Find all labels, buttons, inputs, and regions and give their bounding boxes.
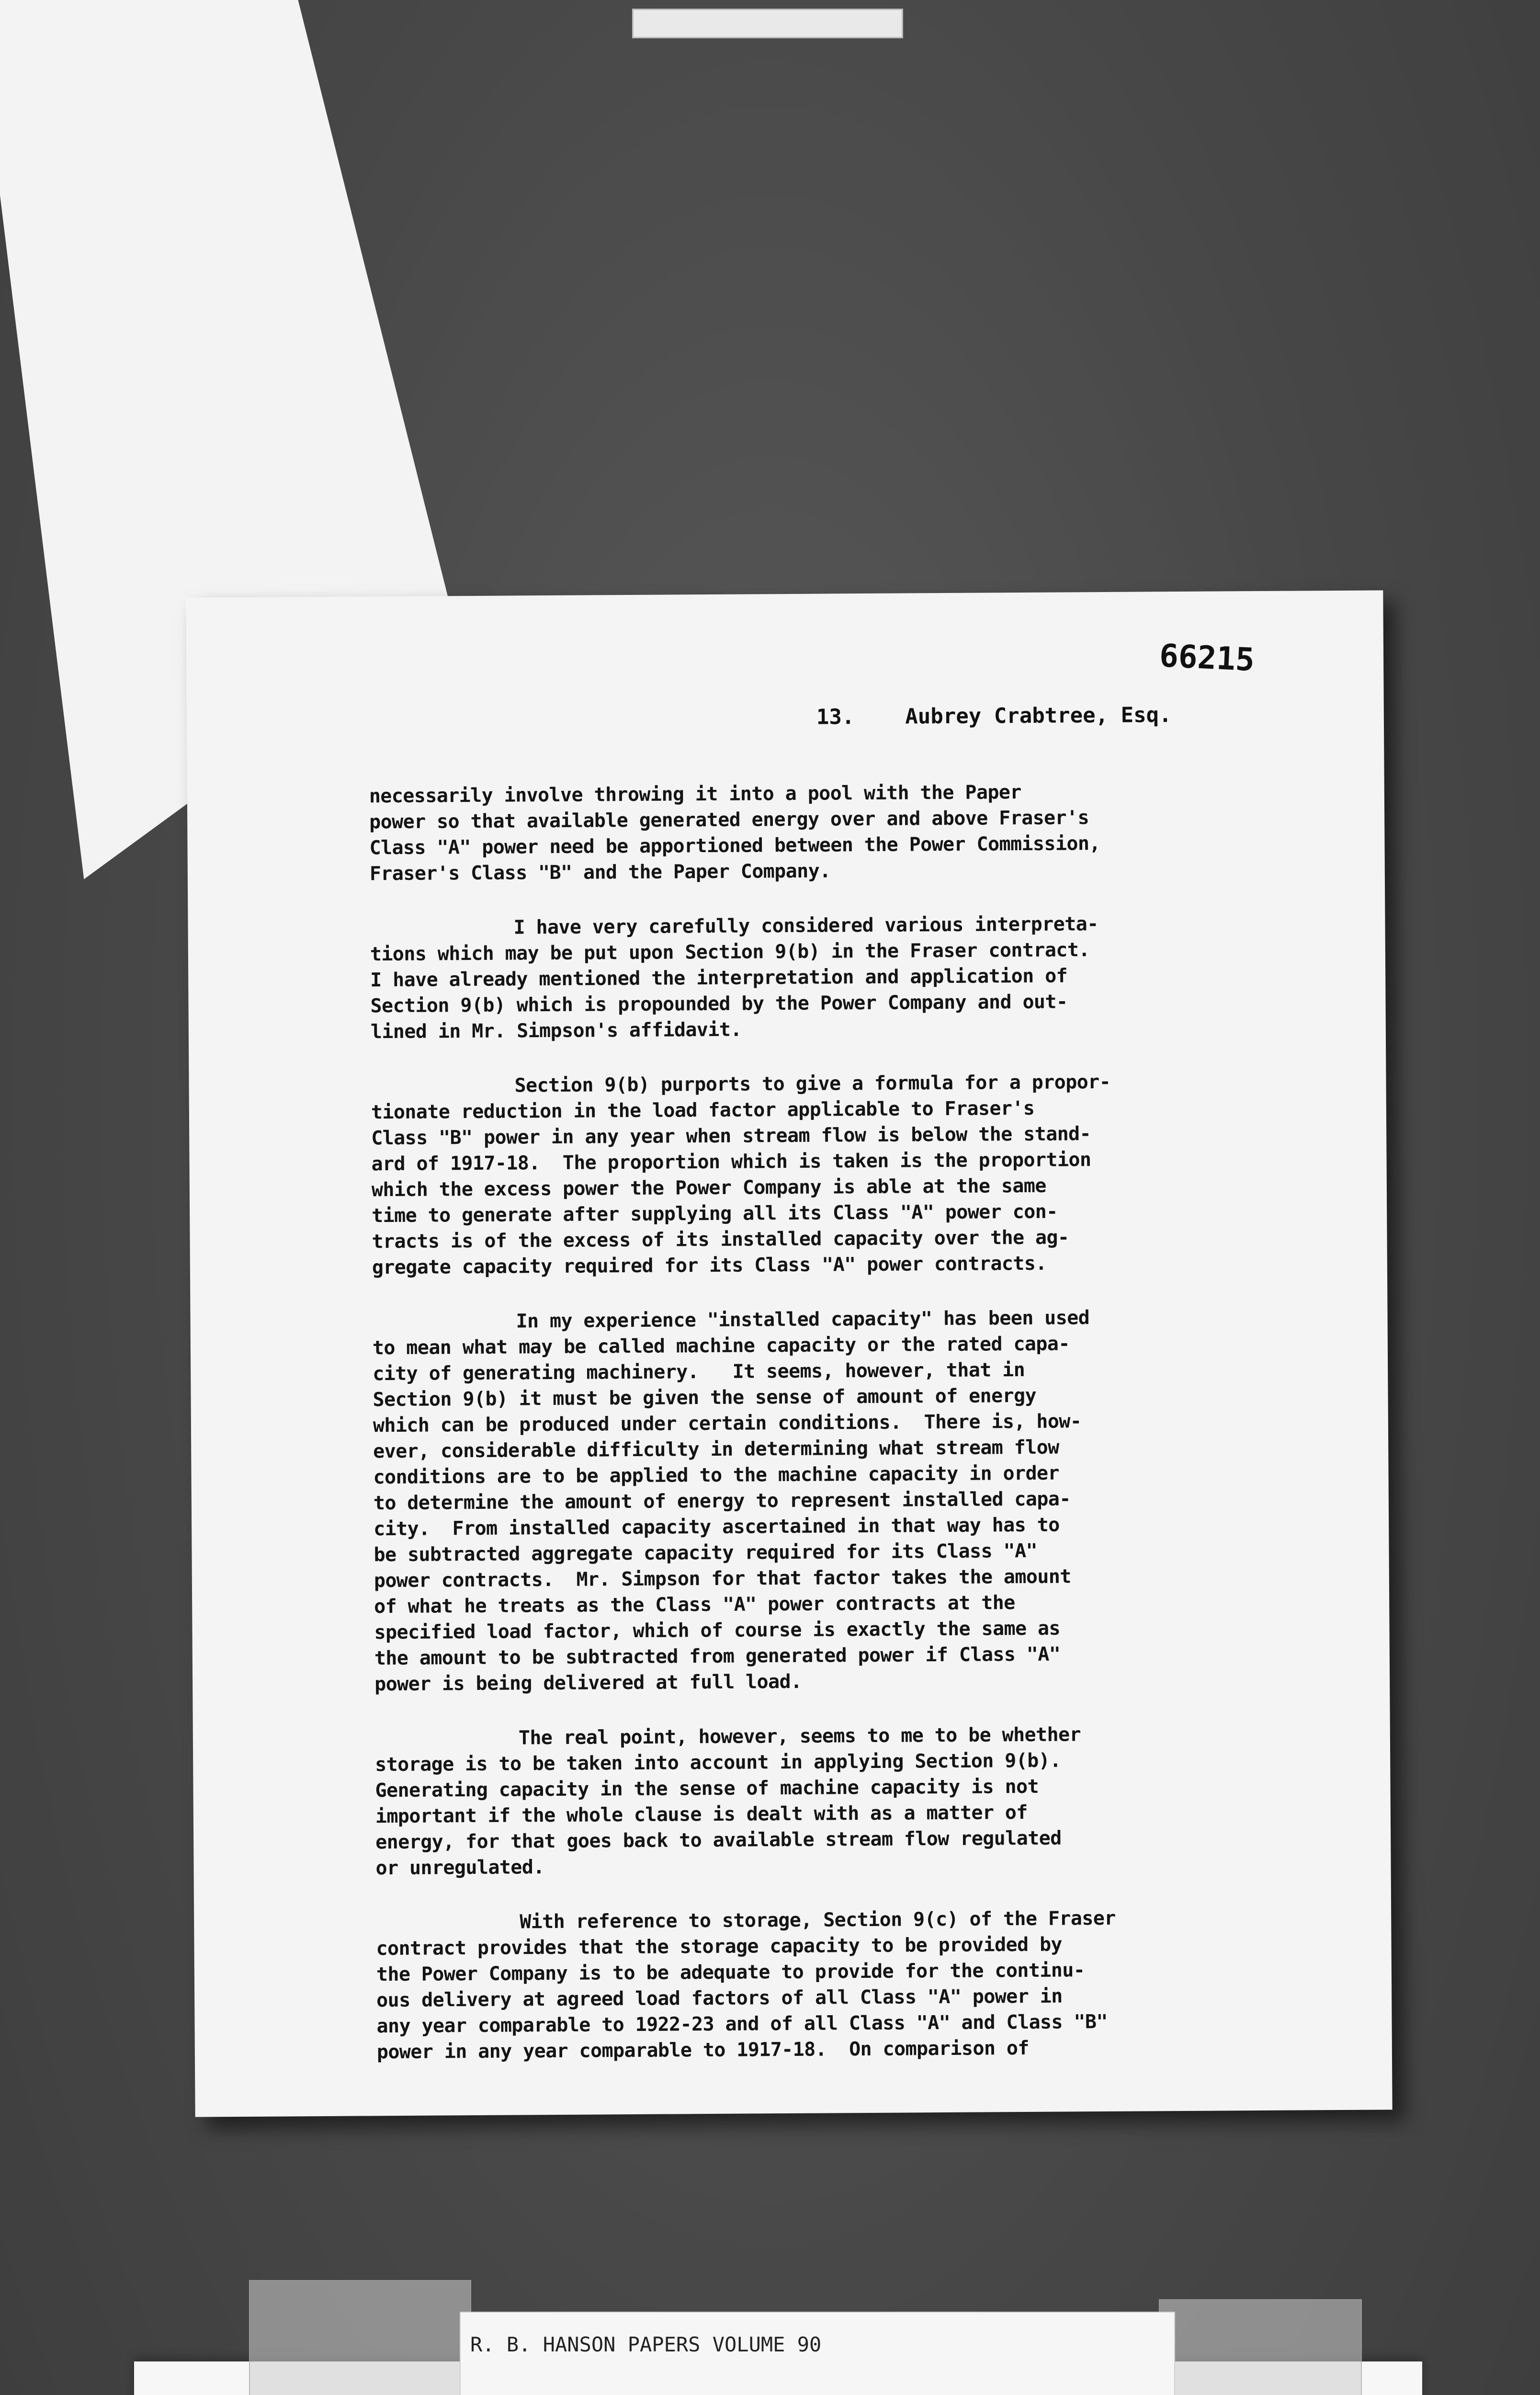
- addressee: Aubrey Crabtree, Esq.: [905, 703, 1172, 729]
- text-line: contract provides that the storage capacity to be provided by: [376, 1933, 1063, 1960]
- page-header: [816, 703, 1172, 730]
- text-line: of what he treats as the Class "A" power contracts at the: [374, 1592, 1015, 1618]
- text-line: specified load factor, which of course is exactly the same as: [374, 1617, 1061, 1644]
- paragraph: [376, 1904, 1382, 2065]
- text-line: tions which may be put upon Section 9(b) in the Fraser contract.: [370, 939, 1090, 966]
- text-line: which can be produced under certain conditions. There is, how-: [373, 1410, 1082, 1437]
- text-line: In my experience "installed capacity" has been used: [516, 1307, 1090, 1333]
- text-line: city. From installed capacity ascertained in that way has to: [374, 1514, 1060, 1540]
- tape-right: [1159, 2299, 1362, 2395]
- paragraph: [369, 777, 1375, 887]
- text-line: city of generating machinery. It seems, however, that in: [373, 1358, 1025, 1385]
- text-line: Class "A" power need be apportioned between the Power Commission,: [369, 833, 1100, 859]
- text-line: Section 9(b) which is propounded by the Power Company and out-: [370, 991, 1068, 1017]
- document-stamp-number: 66215: [1158, 637, 1256, 679]
- text-line: Generating capacity in the sense of machine capacity is not: [375, 1775, 1039, 1802]
- text-line: power is being delivered at full load.: [374, 1670, 802, 1696]
- text-line: power in any year comparable to 1917-18. On comparison of: [376, 2037, 1029, 2064]
- text-line: ever, considerable difficulty in determining what stream flow: [373, 1436, 1059, 1463]
- tape-left: [249, 2280, 471, 2395]
- text-line: Fraser's Class "B" and the Paper Company.: [369, 860, 831, 885]
- text-line: which the excess power the Power Company is able at the same: [371, 1175, 1046, 1201]
- text-line: Section 9(b) purports to give a formula for a propor-: [514, 1071, 1111, 1097]
- paragraph: [371, 1067, 1378, 1280]
- text-line: The real point, however, seems to me to be whether: [518, 1723, 1081, 1749]
- letter-body: [369, 777, 1383, 2094]
- text-line: I have already mentioned the interpretation and application of: [370, 965, 1068, 992]
- text-line: With reference to storage, Section 9(c) of the Fraser: [520, 1907, 1116, 1933]
- text-line: energy, for that goes back to available stream flow regulated: [375, 1827, 1062, 1854]
- text-line: conditions are to be applied to the machine capacity in order: [373, 1462, 1060, 1489]
- paragraph: [370, 910, 1376, 1045]
- text-line: Section 9(b) it must be given the sense of amount of energy: [373, 1384, 1037, 1411]
- text-line: be subtracted aggregate capacity required for its Class "A": [374, 1540, 1038, 1566]
- text-line: power so that available generated energy over and above Fraser's: [369, 807, 1089, 833]
- text-line: lined in Mr. Simpson's affidavit.: [370, 1018, 742, 1043]
- page-number: 13.: [816, 705, 855, 730]
- text-line: ous delivery at agreed load factors of all Class "A" power in: [376, 1985, 1063, 2012]
- text-line: the amount to be subtracted from generated power if Class "A": [374, 1643, 1061, 1670]
- text-line: or unregulated.: [375, 1856, 544, 1880]
- text-line: tracts is of the excess of its installed capacity over the ag-: [372, 1226, 1069, 1253]
- text-line: to determine the amount of energy to represent installed capa-: [373, 1488, 1071, 1515]
- text-line: tionate reduction in the load factor applicable to Fraser's: [371, 1097, 1035, 1124]
- text-line: power contracts. Mr. Simpson for that factor takes the amount: [374, 1565, 1071, 1592]
- text-line: Class "B" power in any year when stream flow is below the stand-: [371, 1123, 1091, 1150]
- text-line: gregate capacity required for its Class "A" power contracts.: [372, 1252, 1047, 1279]
- text-line: important if the whole clause is dealt with as a matter of: [375, 1801, 1028, 1828]
- paragraph: [375, 1720, 1381, 1881]
- text-line: time to generate after supplying all its Class "A" power con-: [372, 1200, 1058, 1227]
- text-line: necessarily involve throwing it into a pool with the Paper: [369, 781, 1021, 808]
- text-line: ard of 1917-18. The proportion which is taken is the proportion: [371, 1149, 1091, 1175]
- top-mounting-tab: [632, 9, 903, 38]
- text-line: to mean what may be called machine capacity or the rated capa-: [372, 1333, 1070, 1359]
- text-line: storage is to be taken into account in applying Section 9(b).: [375, 1749, 1061, 1776]
- previous-page-text: [0, 0, 48, 127]
- text-line: I have very carefully considered various interpreta-: [513, 913, 1098, 939]
- volume-label-text: R. B. HANSON PAPERS VOLUME 90: [470, 2333, 822, 2356]
- typed-letter-page: [186, 590, 1392, 2117]
- volume-label-strip: [460, 2312, 1175, 2395]
- paragraph: [372, 1303, 1380, 1697]
- text-line: the Power Company is to be adequate to provide for the continu-: [376, 1959, 1085, 1986]
- text-line: any year comparable to 1922-23 and of all Class "A" and Class "B": [376, 2010, 1108, 2038]
